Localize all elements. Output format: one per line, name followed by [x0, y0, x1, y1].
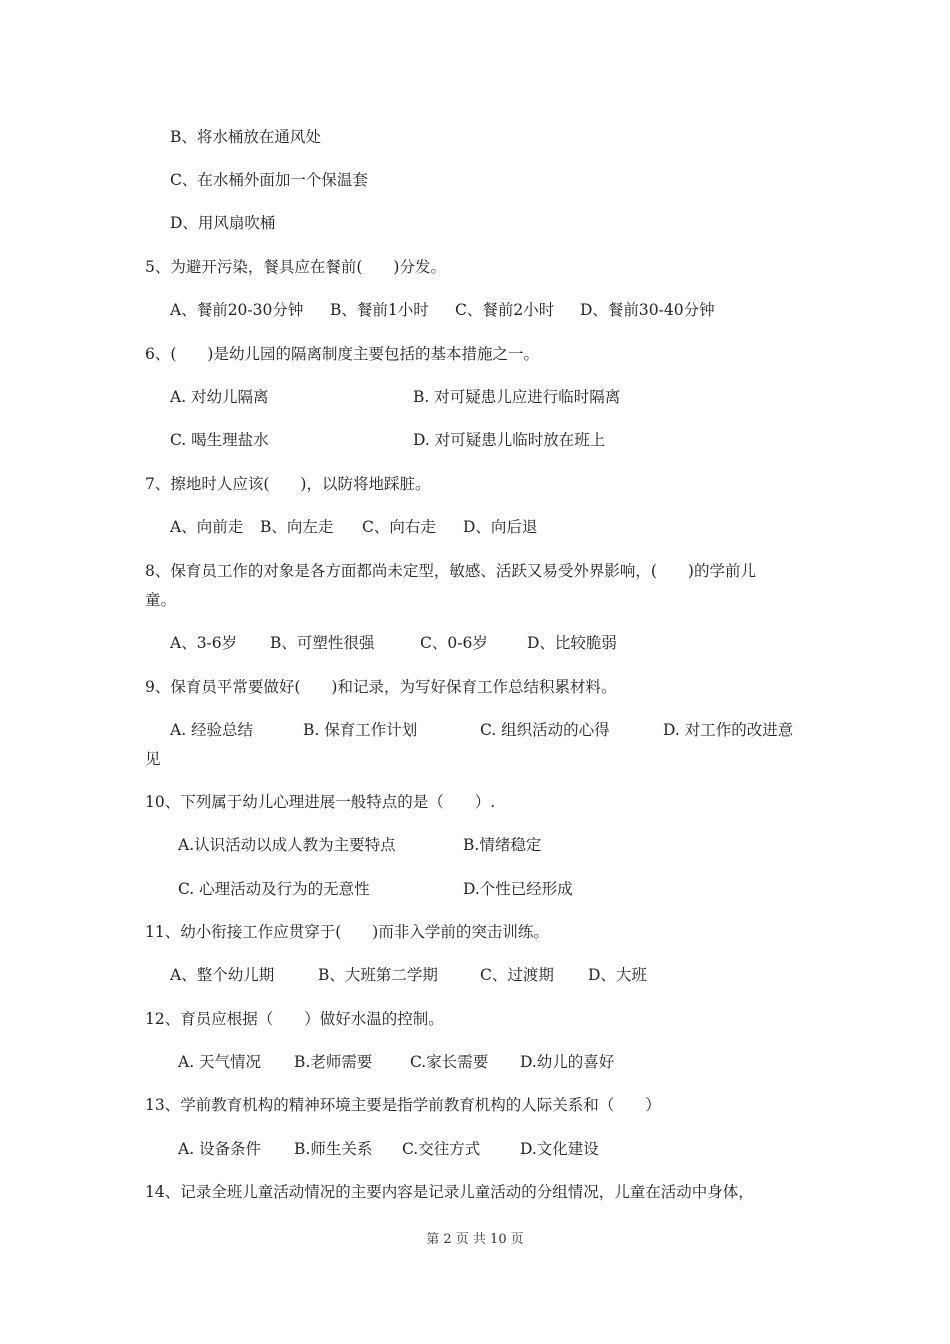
option-10b: B.情绪稳定	[463, 836, 542, 854]
option-10d: D.个性已经形成	[463, 880, 573, 898]
option-9c: C. 组织活动的心得	[480, 721, 610, 739]
option-8d: D、比较脆弱	[527, 634, 617, 652]
question-10-stem: 10、下列属于幼儿心理进展一般特点的是（ ）.	[145, 793, 496, 811]
option-9b: B. 保育工作计划	[303, 721, 418, 739]
option-11a: A、整个幼儿期	[170, 966, 275, 984]
page-footer: 第 2 页 共 10 页	[426, 1232, 524, 1247]
option-7a: A、向前走	[170, 518, 244, 536]
option-7d: D、向后退	[463, 518, 538, 536]
option-4d: D、用风扇吹桶	[170, 214, 276, 232]
option-13b: B.师生关系	[294, 1140, 373, 1158]
option-9d: D. 对工作的改进意	[663, 721, 794, 739]
option-13a: A. 设备条件	[178, 1140, 262, 1158]
question-13-stem: 13、学前教育机构的精神环境主要是指学前教育机构的人际关系和（ ）	[145, 1096, 661, 1114]
option-6d: D. 对可疑患儿临时放在班上	[413, 431, 606, 449]
option-8a: A、3-6岁	[170, 634, 238, 652]
option-12a: A. 天气情况	[178, 1053, 262, 1071]
question-14-stem: 14、记录全班儿童活动情况的主要内容是记录儿童活动的分组情况，儿童在活动中身体，	[145, 1183, 754, 1201]
option-12c: C.家长需要	[410, 1053, 489, 1071]
option-5a: A、餐前20-30分钟	[170, 301, 304, 319]
question-6-stem: 6、( )是幼儿园的隔离制度主要包括的基本措施之一。	[145, 345, 539, 363]
option-4b: B、将水桶放在通风处	[170, 128, 321, 146]
option-10c: C. 心理活动及行为的无意性	[178, 880, 370, 898]
option-7b: B、向左走	[260, 518, 334, 536]
option-5d: D、餐前30-40分钟	[580, 301, 715, 319]
option-12b: B.老师需要	[294, 1053, 373, 1071]
option-7c: C、向右走	[362, 518, 436, 536]
question-12-stem: 12、育员应根据（ ）做好水温的控制。	[145, 1010, 444, 1028]
question-8-stem-line1: 8、保育员工作的对象是各方面都尚未定型，敏感、活跃又易受外界影响，( )的学前儿	[145, 562, 756, 580]
option-13c: C.交往方式	[402, 1140, 481, 1158]
option-5b: B、餐前1小时	[330, 301, 429, 319]
option-9d-continuation: 见	[145, 750, 161, 768]
option-6a: A. 对幼儿隔离	[170, 388, 269, 406]
option-11d: D、大班	[588, 966, 647, 984]
option-11b: B、大班第二学期	[318, 966, 438, 984]
question-9-stem: 9、保育员平常要做好( )和记录，为写好保育工作总结积累材料。	[145, 678, 617, 696]
question-5-stem: 5、为避开污染，餐具应在餐前( )分发。	[145, 258, 446, 276]
option-6c: C. 喝生理盐水	[170, 431, 269, 449]
option-11c: C、过渡期	[480, 966, 554, 984]
option-12d: D.幼儿的喜好	[520, 1053, 615, 1071]
option-4c: C、在水桶外面加一个保温套	[170, 171, 368, 189]
option-10a: A.认识活动以成人教为主要特点	[178, 836, 396, 854]
option-6b: B. 对可疑患儿应进行临时隔离	[413, 388, 621, 406]
option-8b: B、可塑性很强	[270, 634, 375, 652]
question-8-stem-line2: 童。	[145, 591, 177, 609]
option-13d: D.文化建设	[520, 1140, 599, 1158]
option-8c: C、0-6岁	[420, 634, 488, 652]
option-9a: A. 经验总结	[170, 721, 254, 739]
question-7-stem: 7、擦地时人应该( )，以防将地踩脏。	[145, 475, 431, 493]
question-11-stem: 11、幼小衔接工作应贯穿于( )而非入学前的突击训练。	[145, 923, 549, 941]
option-5c: C、餐前2小时	[455, 301, 555, 319]
